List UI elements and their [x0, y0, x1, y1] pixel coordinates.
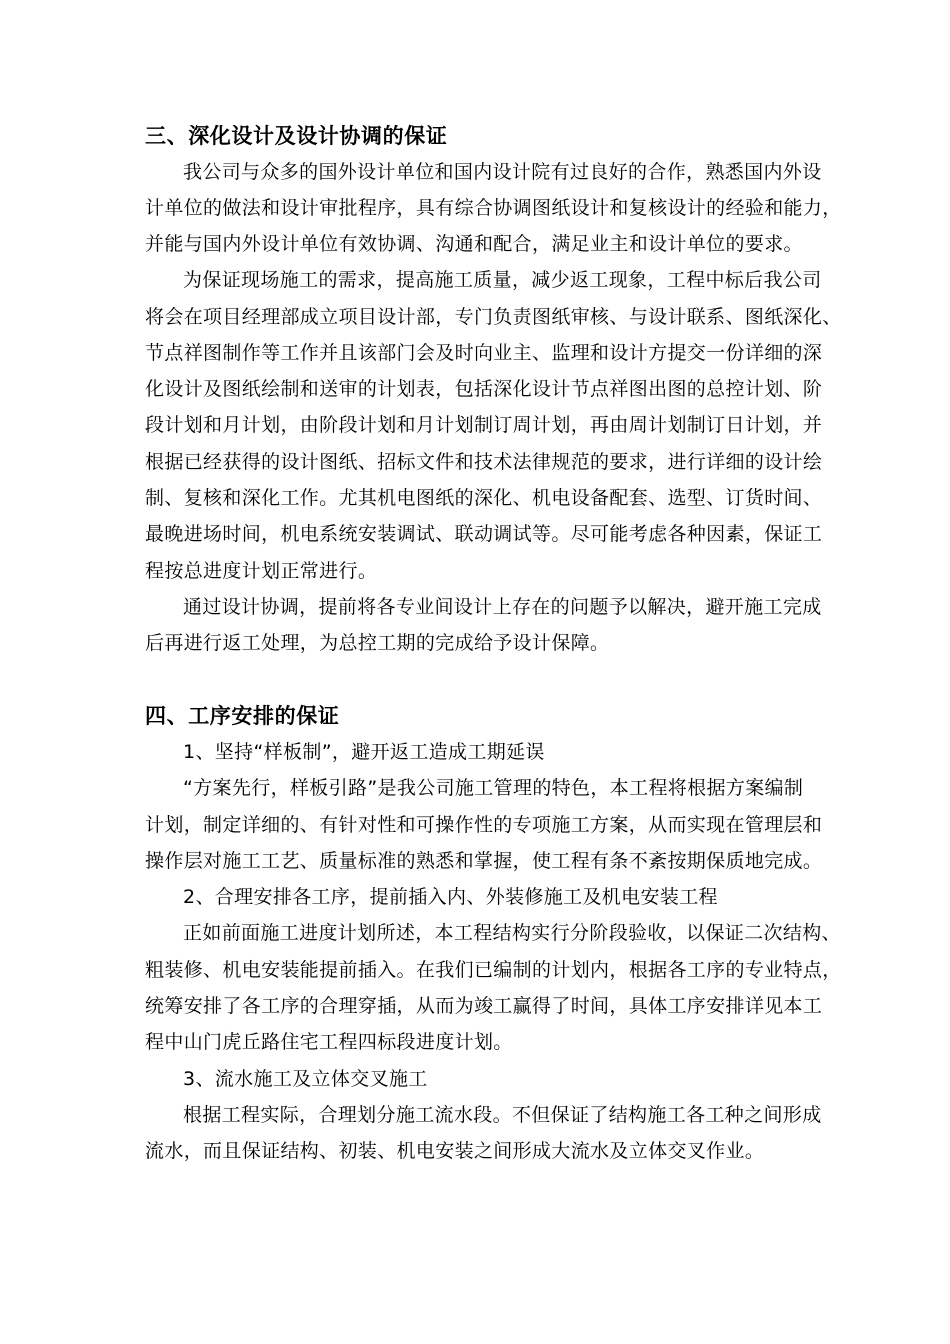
- paragraph-line: 根据工程实际，合理划分施工流水段。不但保证了结构施工各工种之间形成: [183, 1104, 822, 1126]
- paragraph-line: 节点祥图制作等工作并且该部门会及时向业主、监理和设计方提交一份详细的深: [145, 342, 823, 364]
- paragraph-line: 段计划和月计划，由阶段计划和月计划制订周计划，再由周计划制订日计划，并: [145, 414, 823, 436]
- paragraph-line: 化设计及图纸绘制和送审的计划表，包括深化设计节点祥图出图的总控计划、阶: [145, 378, 823, 400]
- paragraph-line: 流水，而且保证结构、初装、机电安装之间形成大流水及立体交叉作业。: [145, 1140, 765, 1162]
- paragraph-line: 通过设计协调，提前将各专业间设计上存在的问题予以解决，避开施工完成: [183, 596, 822, 618]
- paragraph-line: 最晚进场时间，机电系统安装调试、联动调试等。尽可能考虑各种因素，保证工: [145, 523, 823, 545]
- paragraph-line: 我公司与众多的国外设计单位和国内设计院有过良好的合作，熟悉国内外设: [183, 161, 822, 183]
- paragraph-line: 为保证现场施工的需求，提高施工质量，减少返工现象，工程中标后我公司: [183, 269, 822, 291]
- paragraph-line: 并能与国内外设计单位有效协调、沟通和配合，满足业主和设计单位的要求。: [145, 233, 803, 255]
- paragraph-line: 统筹安排了各工序的合理穿插，从而为竣工赢得了时间，具体工序安排详见本工: [145, 995, 823, 1017]
- paragraph-line: 制、复核和深化工作。尤其机电图纸的深化、机电设备配套、选型、订货时间、: [145, 487, 823, 509]
- paragraph-line: 程按总进度计划正常进行。: [145, 560, 378, 582]
- section-3-heading: 三、深化设计及设计协调的保证: [145, 124, 448, 148]
- item-3-title: 3、流水施工及立体交叉施工: [183, 1068, 428, 1090]
- item-1-title: 1、坚持“样板制”，避开返工造成工期延误: [183, 741, 545, 763]
- paragraph-line: 后再进行返工处理，为总控工期的完成给予设计保障。: [145, 632, 610, 654]
- paragraph-line: 根据已经获得的设计图纸、招标文件和技术法律规范的要求，进行详细的设计绘: [145, 451, 823, 473]
- paragraph-line: 将会在项目经理部成立项目设计部，专门负责图纸审核、与设计联系、图纸深化、: [145, 306, 842, 328]
- paragraph-line: 操作层对施工工艺、质量标准的熟悉和掌握，使工程有条不紊按期保质地完成。: [145, 850, 823, 872]
- paragraph-line: 正如前面施工进度计划所述，本工程结构实行分阶段验收，以保证二次结构、: [183, 922, 841, 944]
- paragraph-line: 计单位的做法和设计审批程序，具有综合协调图纸设计和复核设计的经验和能力，: [145, 197, 842, 219]
- paragraph-line: 计划，制定详细的、有针对性和可操作性的专项施工方案，从而实现在管理层和: [145, 814, 823, 836]
- paragraph-line: 程中山门虎丘路住宅工程四标段进度计划。: [145, 1031, 513, 1053]
- section-4-heading: 四、工序安排的保证: [145, 704, 340, 728]
- paragraph-line: 粗装修、机电安装能提前插入。在我们已编制的计划内，根据各工序的专业特点，: [145, 959, 842, 981]
- paragraph-line: “方案先行，样板引路”是我公司施工管理的特色，本工程将根据方案编制: [183, 777, 804, 799]
- item-2-title: 2、合理安排各工序，提前插入内、外装修施工及机电安装工程: [183, 886, 718, 908]
